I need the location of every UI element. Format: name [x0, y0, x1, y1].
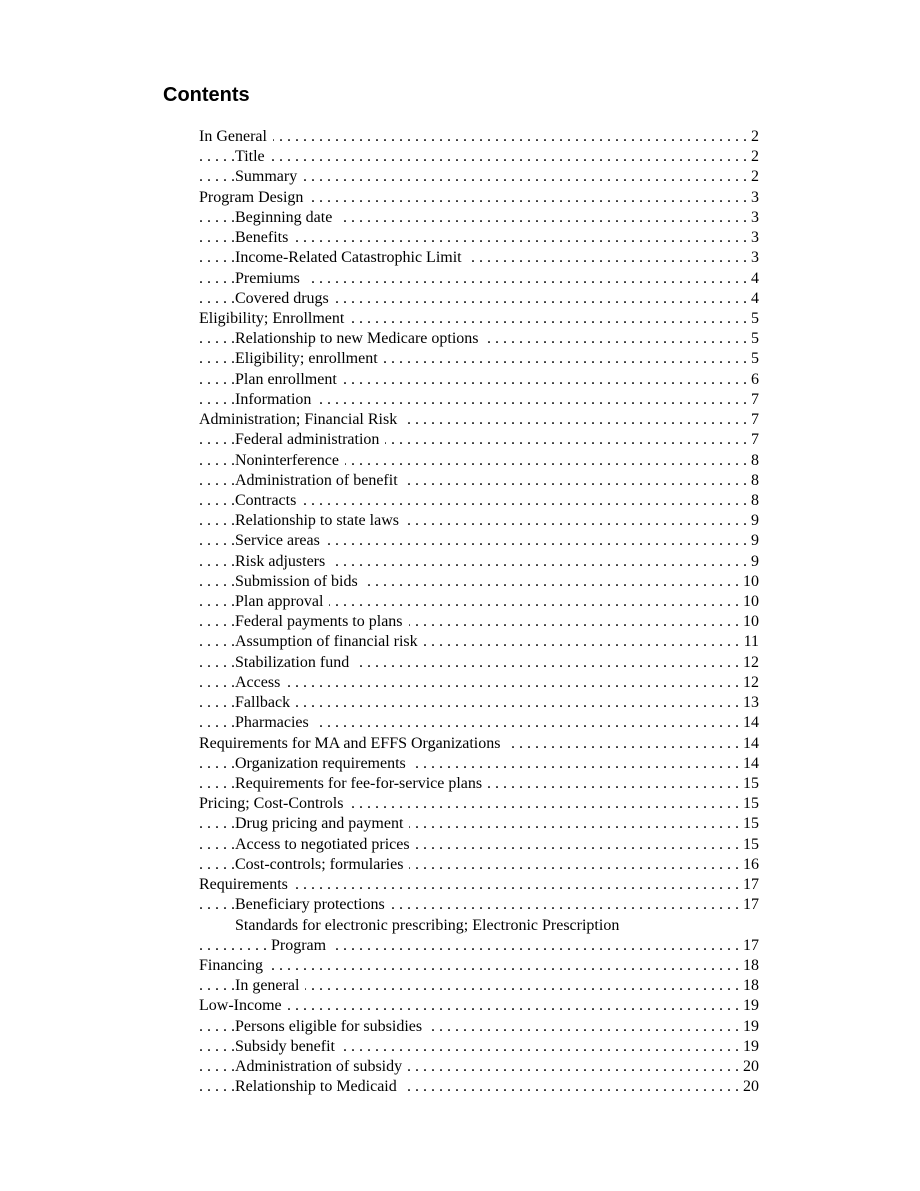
toc-entry-label: Assumption of financial risk [235, 633, 424, 650]
dot-leader [199, 127, 759, 147]
toc-entry-page-number: 4 [747, 289, 759, 309]
toc-entry-page-number: 9 [747, 531, 759, 551]
toc-entry[interactable] [199, 1057, 759, 1077]
toc-entry-label: Program Design [199, 189, 309, 206]
toc-entry-label: Federal administration [235, 431, 385, 448]
dot-leader [199, 147, 759, 167]
toc-entry[interactable] [199, 228, 759, 248]
toc-entry[interactable] [199, 794, 759, 814]
toc-entry-label: Plan enrollment [235, 371, 343, 388]
toc-entry[interactable] [199, 572, 759, 592]
toc-entry-label: Standards for electronic prescribing; Electronic Prescription [235, 917, 625, 934]
toc-entry-label: Noninterference [235, 452, 345, 469]
toc-entry-label: Fallback [235, 694, 296, 711]
toc-entry-label: Pricing; Cost-Controls [199, 795, 349, 812]
toc-entry[interactable] [199, 996, 759, 1016]
toc-entry-page-number: 7 [747, 390, 759, 410]
toc-entry-page-number: 3 [747, 188, 759, 208]
toc-entry[interactable] [199, 693, 759, 713]
toc-entry-label: Relationship to new Medicare options [235, 330, 485, 347]
toc-entry[interactable] [199, 451, 759, 471]
toc-entry[interactable] [199, 511, 759, 531]
toc-entry-page-number: 14 [739, 734, 759, 754]
toc-entry-page-number: 17 [739, 895, 759, 915]
toc-entry-label: Eligibility; enrollment [235, 350, 384, 367]
toc-entry-label: Persons eligible for subsidies [235, 1018, 428, 1035]
toc-entry-page-number: 2 [747, 167, 759, 187]
toc-entry-page-number: 11 [740, 632, 759, 652]
toc-entry-page-number: 15 [739, 794, 759, 814]
toc-entry[interactable] [199, 430, 759, 450]
toc-entry[interactable] [199, 127, 759, 147]
toc-entry-page-number: 15 [739, 814, 759, 834]
toc-entry-label: Eligibility; Enrollment [199, 310, 350, 327]
toc-entry[interactable] [199, 956, 759, 976]
toc-entry-page-number: 10 [739, 572, 759, 592]
toc-entry-page-number: 17 [739, 936, 759, 956]
toc-entry-page-number: 7 [747, 410, 759, 430]
toc-entry[interactable] [199, 552, 759, 572]
toc-entry-page-number: 8 [747, 491, 759, 511]
toc-entry-label: Premiums [235, 270, 306, 287]
toc-entry[interactable] [199, 329, 759, 349]
toc-entry[interactable] [199, 855, 759, 875]
toc-entry-label: Access to negotiated prices [235, 836, 416, 853]
toc-entry[interactable] [199, 491, 759, 511]
dot-leader [199, 956, 759, 976]
toc-entry-label: Requirements for MA and EFFS Organizations [199, 735, 506, 752]
toc-entry[interactable] [199, 916, 759, 936]
toc-entry[interactable] [199, 875, 759, 895]
toc-entry[interactable] [199, 410, 759, 430]
toc-entry[interactable] [199, 1017, 759, 1037]
toc-entry[interactable] [199, 208, 759, 228]
toc-entry[interactable] [199, 632, 759, 652]
toc-entry-label: Requirements for fee-for-service plans [235, 775, 488, 792]
toc-entry-label: Beginning date [235, 209, 338, 226]
toc-entry[interactable] [199, 653, 759, 673]
toc-entry[interactable] [199, 289, 759, 309]
toc-entry-page-number: 9 [747, 511, 759, 531]
toc-entry-label: Information [235, 391, 317, 408]
toc-entry-label: Submission of bids [235, 573, 364, 590]
toc-entry[interactable] [199, 390, 759, 410]
toc-entry-label: In general [235, 977, 305, 994]
toc-entry-label: Cost-controls; formularies [235, 856, 409, 873]
toc-entry-page-number: 10 [739, 592, 759, 612]
toc-entry-label: Program [271, 937, 332, 954]
toc-entry-label: Organization requirements [235, 755, 412, 772]
toc-entry-label: Administration of benefit [235, 472, 404, 489]
toc-entry-label: Relationship to state laws [235, 512, 405, 529]
toc-entry-label: Federal payments to plans [235, 613, 409, 630]
toc-entry-page-number: 6 [747, 370, 759, 390]
toc-entry-label: Pharmacies [235, 714, 315, 731]
toc-entry-page-number: 13 [739, 693, 759, 713]
toc-entry[interactable] [199, 814, 759, 834]
toc-entry[interactable] [199, 895, 759, 915]
toc-entry[interactable] [199, 734, 759, 754]
toc-entry-page-number: 15 [739, 774, 759, 794]
toc-entry-page-number: 5 [747, 349, 759, 369]
toc-entry-label: Administration of subsidy [235, 1058, 408, 1075]
toc-entry-page-number: 3 [747, 228, 759, 248]
toc-entry-page-number: 19 [739, 996, 759, 1016]
toc-entry-page-number: 17 [739, 875, 759, 895]
toc-entry-label: Summary [235, 168, 303, 185]
toc-entry[interactable] [199, 673, 759, 693]
toc-entry[interactable] [199, 713, 759, 733]
toc-entry[interactable] [199, 269, 759, 289]
toc-entry-label: Access [235, 674, 286, 691]
toc-entry-page-number: 19 [739, 1037, 759, 1057]
toc-entry-label: Service areas [235, 532, 326, 549]
toc-entry-page-number: 8 [747, 451, 759, 471]
toc-entry-page-number: 18 [739, 976, 759, 996]
toc-entry[interactable] [199, 1077, 759, 1097]
toc-entry-page-number: 14 [739, 754, 759, 774]
toc-entry-page-number: 5 [747, 329, 759, 349]
toc-entry-label: In General [199, 128, 273, 145]
toc-entry-page-number: 19 [739, 1017, 759, 1037]
toc-entry-page-number: 12 [739, 653, 759, 673]
toc-entry-label: Beneficiary protections [235, 896, 391, 913]
toc-entry[interactable] [199, 592, 759, 612]
toc-entry-page-number: 5 [747, 309, 759, 329]
toc-entry[interactable] [199, 774, 759, 794]
page-title: Contents [163, 84, 250, 106]
toc-entry-label: Benefits [235, 229, 294, 246]
toc-entry-page-number: 20 [739, 1077, 759, 1097]
toc-entry[interactable] [199, 835, 759, 855]
toc-entry-label: Drug pricing and payment [235, 815, 409, 832]
toc-entry[interactable] [199, 167, 759, 187]
toc-entry-page-number: 18 [739, 956, 759, 976]
toc-entry[interactable] [199, 147, 759, 167]
toc-entry[interactable] [199, 936, 759, 956]
toc-entry-page-number: 9 [747, 552, 759, 572]
toc-entry-page-number: 20 [739, 1057, 759, 1077]
toc-entry-label: Contracts [235, 492, 302, 509]
toc-entry-label: Covered drugs [235, 290, 335, 307]
toc-entry[interactable] [199, 370, 759, 390]
toc-entry-label: Relationship to Medicaid [235, 1078, 403, 1095]
toc-entry-page-number: 15 [739, 835, 759, 855]
toc-entry-page-number: 2 [747, 147, 759, 167]
toc-entry-label: Financing [199, 957, 269, 974]
toc-entry-page-number: 12 [739, 673, 759, 693]
toc-entry[interactable] [199, 754, 759, 774]
toc-entry[interactable] [199, 248, 759, 268]
toc-entry-label: Plan approval [235, 593, 329, 610]
toc-entry[interactable] [199, 976, 759, 996]
table-of-contents [199, 127, 759, 1098]
toc-entry-page-number: 2 [747, 127, 759, 147]
toc-entry-page-number: 16 [739, 855, 759, 875]
toc-entry[interactable] [199, 1037, 759, 1057]
toc-entry-label: Requirements [199, 876, 294, 893]
toc-entry-label: Low-Income [199, 997, 288, 1014]
toc-entry-label: Income-Related Catastrophic Limit [235, 249, 468, 266]
toc-entry-page-number: 14 [739, 713, 759, 733]
toc-entry[interactable] [199, 309, 759, 329]
toc-entry-label: Stabilization fund [235, 654, 355, 671]
toc-entry-page-number: 10 [739, 612, 759, 632]
toc-entry-label: Administration; Financial Risk [199, 411, 403, 428]
toc-entry-label: Title [235, 148, 271, 165]
toc-entry-page-number: 7 [747, 430, 759, 450]
toc-entry[interactable] [199, 531, 759, 551]
toc-entry-label: Subsidy benefit [235, 1038, 341, 1055]
toc-entry-page-number: 4 [747, 269, 759, 289]
toc-entry-page-number: 8 [747, 471, 759, 491]
toc-entry-page-number: 3 [747, 248, 759, 268]
toc-entry[interactable] [199, 612, 759, 632]
toc-entry[interactable] [199, 188, 759, 208]
toc-entry[interactable] [199, 349, 759, 369]
toc-entry[interactable] [199, 471, 759, 491]
toc-entry-label: Risk adjusters [235, 553, 331, 570]
toc-entry-page-number: 3 [747, 208, 759, 228]
